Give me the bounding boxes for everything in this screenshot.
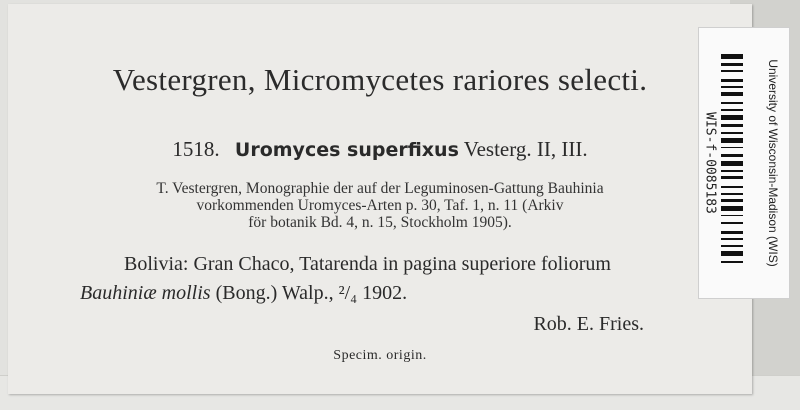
barcode-stripe — [721, 222, 743, 224]
barcode-stripe — [721, 215, 743, 217]
barcode-stripe — [721, 199, 743, 202]
barcode-stripe — [721, 238, 743, 240]
taxon-authority: Vesterg. II, III. — [463, 137, 588, 161]
collector: Rob. E. Fries. — [533, 313, 644, 335]
host-line — [80, 279, 611, 308]
taxon-name: Uromyces superfixus — [234, 139, 459, 161]
barcode-stripe — [721, 186, 743, 188]
barcode-stripe — [721, 92, 743, 97]
barcode-stripe — [721, 231, 743, 234]
barcode-stripe — [721, 161, 743, 166]
collection-date: ²/₄ 1902. — [338, 282, 408, 304]
reference-line: för botanik Bd. 4, n. 15, Stockholm 1905). — [248, 214, 512, 231]
exsiccata-number: 1518. — [172, 137, 220, 161]
host-name: Bauhiniæ mollis — [80, 282, 211, 304]
reference-line: T. Vestergren, Monographie der auf der Leguminosen-Gattung Bauhinia — [156, 180, 604, 197]
barcode-stripe — [721, 115, 743, 120]
barcode-label — [698, 27, 790, 299]
barcode-stripe — [721, 147, 743, 149]
barcode-stripe — [721, 132, 743, 134]
institution-name: University of Wisconsin-Madison (WIS) — [766, 59, 780, 267]
locality-text: Bolivia: Gran Chaco, Tatarenda in pagina superiore foliorum — [124, 253, 611, 275]
series-title: Vestergren, Micromycetes rariores selecti. — [112, 62, 648, 97]
barcode-stripe — [721, 176, 743, 179]
barcode-stripe — [721, 54, 743, 59]
barcode-stripe — [721, 79, 743, 82]
host-authority: (Bong.) Walp., — [215, 282, 334, 304]
barcode-stripe — [721, 138, 743, 143]
barcode-stripe — [721, 102, 743, 104]
locality-block — [80, 250, 611, 308]
barcode-stripe — [721, 154, 743, 157]
barcode-stripe — [721, 261, 743, 263]
specimen-note: Specim. origin. — [333, 348, 427, 363]
barcode-stripe — [721, 251, 743, 256]
literature-reference — [8, 180, 752, 231]
barcode-stripe — [721, 124, 743, 127]
barcode-stripe — [721, 193, 743, 195]
barcode-bars — [721, 54, 743, 264]
barcode-stripe — [721, 206, 743, 211]
barcode-stripe — [721, 63, 743, 66]
barcode-stripe — [721, 86, 743, 88]
barcode-stripe — [721, 170, 743, 172]
barcode-stripe — [721, 109, 743, 111]
specimen-label — [8, 4, 752, 394]
barcode-stripe — [721, 245, 743, 247]
barcode-code: WIS-f-0085183 — [702, 112, 718, 214]
species-line — [8, 137, 752, 162]
reference-line: vorkommenden Uromyces-Arten p. 30, Taf. 1, n. 11 (Arkiv — [196, 197, 564, 214]
barcode-stripe — [721, 70, 743, 72]
